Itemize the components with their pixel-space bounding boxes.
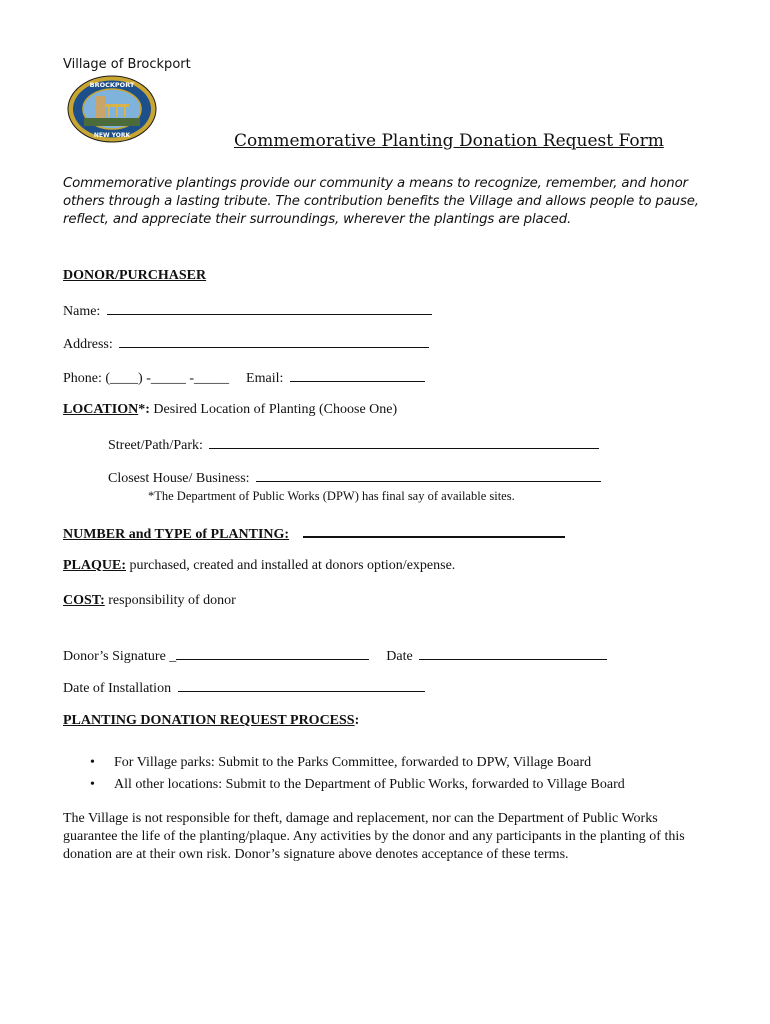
process-list (90, 754, 625, 798)
village-name: Village of Brockport (63, 57, 191, 72)
house-label: Closest House/ Business: (108, 471, 250, 486)
process-heading-colon: : (354, 713, 360, 728)
bullet-icon: • (90, 777, 95, 792)
street-input-line[interactable] (209, 436, 599, 449)
plaque-heading: PLAQUE: (63, 558, 126, 573)
planting-input-line[interactable] (303, 524, 565, 538)
process-heading: PLANTING DONATION REQUEST PROCESS (63, 713, 355, 728)
name-input-line[interactable] (107, 302, 432, 315)
cost-row (63, 593, 236, 609)
svg-text:NEW YORK: NEW YORK (93, 132, 131, 139)
bullet-icon: • (90, 755, 95, 770)
svg-text:BROCKPORT: BROCKPORT (89, 81, 135, 89)
name-label: Name: (63, 304, 101, 319)
plaque-row (63, 558, 455, 574)
address-label: Address: (63, 337, 113, 352)
date-input-line[interactable] (419, 647, 607, 660)
house-row (108, 469, 601, 487)
signature-row (63, 647, 607, 665)
installation-row (63, 679, 425, 697)
planting-heading: NUMBER and TYPE of PLANTING: (63, 527, 290, 542)
planting-row (63, 524, 565, 543)
process-item-parks: For Village parks: Submit to the Parks Committee, forwarded to DPW, Village Board (114, 755, 592, 770)
process-heading-row (63, 713, 359, 729)
disclaimer-paragraph: The Village is not responsible for theft, damage and replacement, nor can the Department of Public Works guarantee the life of the planting/plaque. Any activities by the donor and any participants in the planting of this donation are at their own risk. Donor’s signature above denotes acceptance of these terms. (63, 811, 685, 862)
address-input-line[interactable] (119, 335, 429, 348)
location-heading: LOCATION (63, 402, 139, 417)
installation-input-line[interactable] (178, 679, 425, 692)
plaque-text: purchased, created and installed at donors option/expense. (129, 558, 456, 573)
cost-text: responsibility of donor (108, 593, 236, 608)
cost-heading: COST: (63, 593, 105, 608)
form-title: Commemorative Planting Donation Request Form (234, 131, 664, 151)
name-row (63, 302, 432, 320)
process-item-other: All other locations: Submit to the Department of Public Works, forwarded to Village Board (114, 777, 625, 792)
location-description: Desired Location of Planting (Choose One) (153, 402, 398, 417)
intro-paragraph: Commemorative plantings provide our community a means to recognize, remember, and honor others through a lasting tribute. The contribution benefits the Village and allows people to pause, reflect, and appreciate their surroundings, wherever the plantings are placed. (63, 176, 699, 227)
signature-input-line[interactable] (176, 647, 369, 660)
list-item (90, 776, 625, 798)
list-item (90, 754, 625, 776)
phone-email-row (63, 369, 425, 387)
email-label: Email: (246, 371, 284, 386)
phone-label[interactable]: Phone: (____) -_____ -_____ (63, 371, 230, 386)
dpw-note: *The Department of Public Works (DPW) has final say of available sites. (148, 489, 515, 503)
street-label: Street/Path/Park: (108, 438, 203, 453)
signature-label: Donor’s Signature _ (63, 649, 177, 664)
installation-label: Date of Installation (63, 681, 172, 696)
address-row (63, 335, 429, 353)
village-seal-logo (66, 74, 158, 144)
donor-section-heading: DONOR/PURCHASER (63, 268, 207, 283)
date-label: Date (386, 649, 413, 664)
location-row (63, 402, 397, 418)
house-input-line[interactable] (256, 469, 601, 482)
email-input-line[interactable] (290, 369, 425, 382)
street-row (108, 436, 599, 454)
location-asterisk: *: (138, 402, 150, 417)
